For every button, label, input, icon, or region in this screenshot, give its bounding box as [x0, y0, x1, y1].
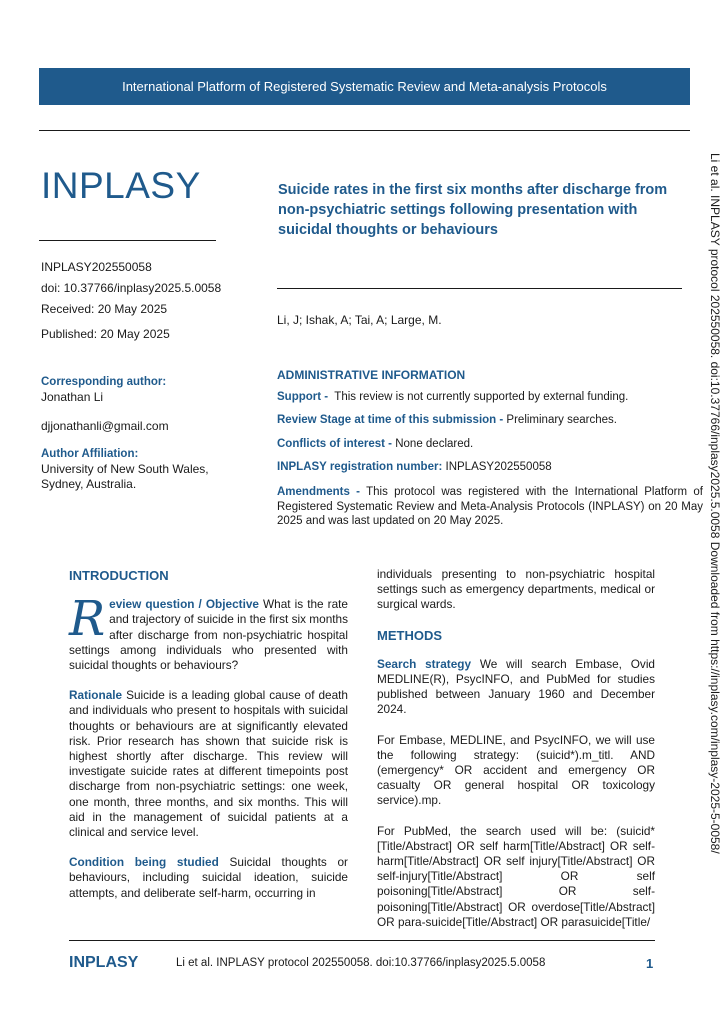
support-label: Support - — [277, 391, 329, 403]
search-strategy-text: We will search Embase, Ovid MEDLINE(R), PsycINFO, and PubMed for studies published between January 1960 and December 2024. — [377, 656, 655, 717]
left-column — [69, 568, 348, 916]
stage-label: Review Stage at time of this submission - — [277, 414, 504, 426]
search-strategy-paragraph — [377, 657, 655, 718]
received-date: Received: 20 May 2025 — [41, 302, 168, 316]
published-date: Published: 20 May 2025 — [41, 327, 170, 341]
methods-heading: METHODS — [377, 627, 442, 643]
corresponding-author-label: Corresponding author: — [41, 376, 167, 388]
doi-link[interactable]: doi: 10.37766/inplasy2025.5.0058 — [41, 281, 222, 295]
admin-support — [277, 391, 628, 403]
footer-rule — [69, 940, 655, 941]
embase-strategy-paragraph: For Embase, MEDLINE, and PsycINFO, we will use the following strategy: (suicid*).m_titl. AND (emergency* OR accident and emergency OR casualty OR general hospital OR toxicology service).mp. — [377, 732, 655, 808]
condition-paragraph — [69, 855, 348, 901]
condition-text: Suicidal thoughts or behaviours, including suicidal ideation, suicide attempts, and deliberate self-harm, occurring in — [69, 855, 348, 900]
amendments-text: This protocol was registered with the International Platform of Registered Systematic Review and Meta-Analysis Protocols (INPLASY) on 20 May 2025 and was last updated on 20 May 2025. — [277, 486, 703, 527]
page-number: 1 — [646, 956, 654, 971]
conflicts-text: None declared. — [395, 438, 474, 450]
corresponding-author-name: Jonathan Li — [41, 390, 104, 404]
review-question-text: What is the rate and trajectory of suicide in the first six months after discharge from non-psychiatric hospital settings among individuals who presented with suicidal thoughts or behaviours? — [69, 597, 348, 673]
admin-heading: ADMINISTRATIVE INFORMATION — [277, 368, 466, 382]
condition-label: Condition being studied — [69, 855, 219, 870]
footer-citation: Li et al. INPLASY protocol 202550058. doi:10.37766/inplasy2025.5.0058 — [176, 957, 546, 969]
review-question-paragraph — [69, 591, 348, 673]
admin-registration — [277, 461, 552, 473]
registration-number: INPLASY202550058 — [445, 461, 552, 473]
top-rule — [39, 130, 690, 131]
protocol-id: INPLASY202550058 — [41, 260, 152, 274]
pubmed-strategy-paragraph: For PubMed, the search used will be: (suicid*[Title/Abstract] OR self harm[Title/Abstract] OR self-harm[Title/Abstract] OR self injury[Title/Abstract] OR self-injury[Title/Abstract] OR self poisoning[Title/Abstract] OR self-poisoning[Title/Abstract] OR overdose[Title/Abstract] OR para-suicide[Title/Abstract] OR parasuicide[Title/ — [377, 823, 655, 929]
amendments-label: Amendments - — [277, 486, 360, 498]
registration-label: INPLASY registration number: — [277, 461, 443, 473]
header-banner: International Platform of Registered Systematic Review and Meta-analysis Protocols — [39, 68, 690, 105]
rationale-label: Rationale — [69, 688, 123, 703]
conflicts-label: Conflicts of interest - — [277, 438, 393, 450]
admin-stage — [277, 414, 617, 426]
affiliation-text: University of New South Wales, Sydney, Australia. — [41, 462, 209, 491]
search-strategy-label: Search strategy — [377, 656, 472, 671]
title-rule — [277, 288, 682, 289]
stage-text: Preliminary searches. — [506, 414, 617, 426]
admin-conflicts — [277, 438, 473, 450]
continued-paragraph: individuals presenting to non-psychiatric hospital settings such as emergency departments, medical or surgical wards. — [377, 567, 655, 612]
affiliation-block — [41, 447, 241, 492]
drop-cap: R — [69, 591, 106, 648]
support-text: This review is not currently supported by external funding. — [334, 391, 629, 403]
admin-amendments — [277, 485, 703, 529]
brand-logo-text: INPLASY — [41, 165, 201, 206]
corresponding-author-block — [41, 375, 169, 434]
corresponding-author-email[interactable]: djjonathanli@gmail.com — [41, 419, 169, 433]
review-question-label: eview question / Objective — [109, 597, 259, 612]
vertical-citation-note[interactable]: Li et al. INPLASY protocol 202550058. doi:10.37766/inplasy2025.5.0058 Downloaded from https://inplasy.com/inplasy-2025-5-0058/ — [708, 153, 722, 854]
paper-title: Suicide rates in the first six months after discharge from non-psychiatric settings following presentation with suicidal thoughts or behaviours — [278, 182, 668, 238]
author-list: Li, J; Ishak, A; Tai, A; Large, M. — [277, 313, 442, 327]
affiliation-label: Author Affiliation: — [41, 448, 139, 460]
introduction-heading: INTRODUCTION — [69, 568, 169, 583]
rationale-paragraph — [69, 688, 348, 840]
brand-rule — [39, 240, 216, 241]
rationale-text: Suicide is a leading global cause of death and individuals who present to hospitals with suicidal thoughts or behaviours are at significantly elevated risk. Prior research has shown that suicide risk is highest shortly after discharge. This review will investigate suicide rates at different timepoints post discharge from non-psychiatric settings: one week, one month, three months, and six months. This will aid in the management of suicidal patients at a clinical and service level. — [69, 688, 348, 840]
footer-brand: INPLASY — [69, 954, 139, 971]
right-column — [377, 567, 655, 945]
